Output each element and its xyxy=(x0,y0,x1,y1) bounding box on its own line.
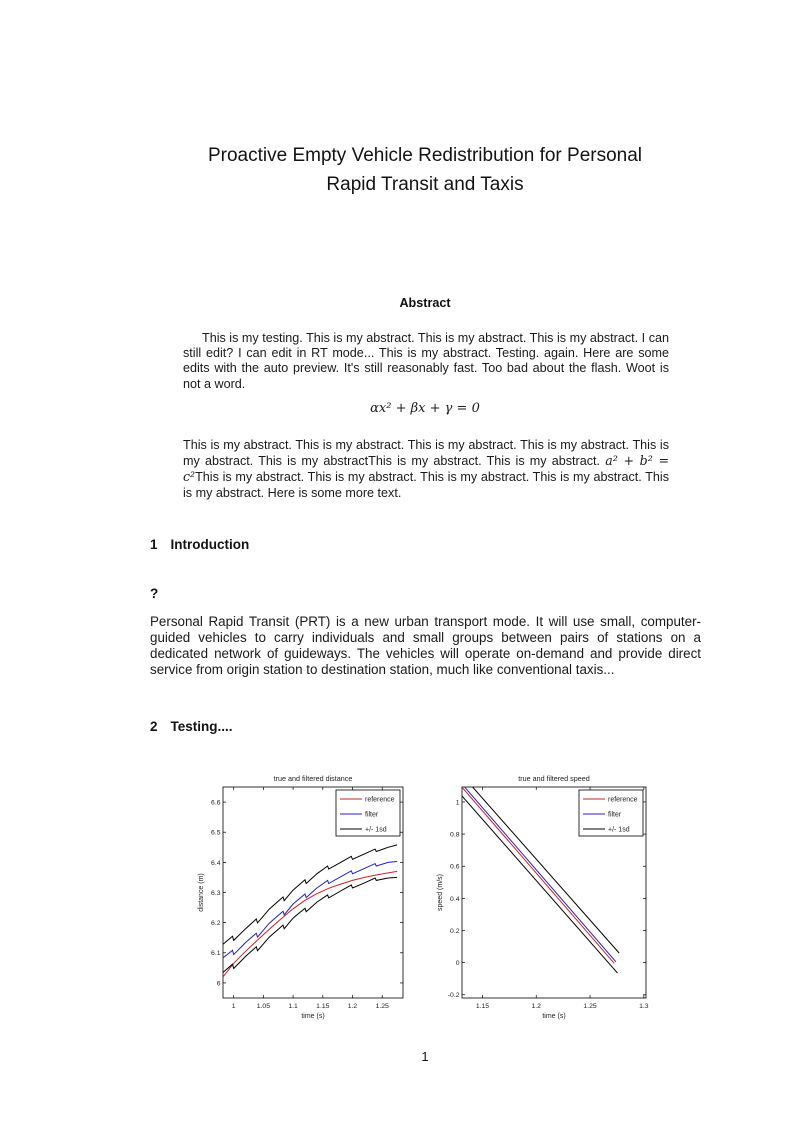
svg-text:1.15: 1.15 xyxy=(475,1003,490,1010)
svg-text:0.6: 0.6 xyxy=(450,863,460,871)
section-1-heading xyxy=(150,537,249,552)
paper-title-line-2: Rapid Transit and Taxis xyxy=(326,174,524,195)
svg-text:1: 1 xyxy=(455,799,460,807)
svg-text:time (s): time (s) xyxy=(542,1013,566,1020)
svg-text:0.4: 0.4 xyxy=(450,895,460,903)
section-1-number: 1 xyxy=(150,537,158,552)
svg-text:1.2: 1.2 xyxy=(347,1003,358,1010)
svg-text:1.15: 1.15 xyxy=(316,1003,330,1010)
svg-text:-0.2: -0.2 xyxy=(447,992,460,1000)
abstract-paragraph-2-text-before: This is my abstract. This is my abstract. This is my abstract. This is my abstract. This is my abstract. This is my abstractThis is my abstract. This is my abstract. xyxy=(183,438,669,469)
abstract-paragraph-2-text-after: This is my abstract. This is my abstract. This is my abstract. This is my abstract. This is my abstract. Here is some more text. xyxy=(183,470,669,500)
svg-text:6: 6 xyxy=(216,980,221,988)
svg-text:0: 0 xyxy=(455,960,460,968)
svg-text:true and filtered speed: true and filtered speed xyxy=(518,774,590,783)
svg-text:6.4: 6.4 xyxy=(211,859,221,867)
svg-text:time (s): time (s) xyxy=(301,1013,325,1020)
section-2-heading xyxy=(150,719,233,734)
svg-text:1: 1 xyxy=(231,1003,236,1010)
svg-text:filter: filter xyxy=(365,811,379,819)
svg-text:reference: reference xyxy=(365,796,395,804)
abstract-paragraph-2 xyxy=(183,438,669,501)
speed-chart xyxy=(435,771,651,1023)
distance-chart xyxy=(196,771,408,1023)
section-2-number: 2 xyxy=(150,719,158,734)
svg-text:speed (m/s): speed (m/s) xyxy=(437,874,444,911)
svg-text:true and filtered distance: true and filtered distance xyxy=(273,774,353,783)
svg-text:1.3: 1.3 xyxy=(639,1003,649,1010)
section-2-title: Testing.... xyxy=(170,719,233,734)
svg-text:6.5: 6.5 xyxy=(211,829,221,837)
svg-text:+/- 1sd: +/- 1sd xyxy=(365,826,387,834)
subsection-question-heading: ? xyxy=(150,586,159,601)
svg-text:6.1: 6.1 xyxy=(211,950,221,958)
svg-text:1.1: 1.1 xyxy=(288,1003,298,1010)
svg-text:0.8: 0.8 xyxy=(450,831,460,839)
svg-text:reference: reference xyxy=(608,796,638,804)
svg-text:6.6: 6.6 xyxy=(211,799,221,807)
svg-text:distance (m): distance (m) xyxy=(198,873,205,912)
svg-text:1.25: 1.25 xyxy=(583,1003,597,1010)
section-1-title: Introduction xyxy=(170,537,250,552)
display-equation: αx² + βx + γ = 0 xyxy=(370,401,480,416)
abstract-paragraph-1: This is my testing. This is my abstract. This is my abstract. This is my abstract. I can still edit? I can edit in RT mode... This is my abstract. Testing. again. Here are some edits with the auto preview. It's still reasonably fast. Too bad about the flash. Woot is not a word. xyxy=(183,331,669,391)
paper-title xyxy=(150,141,700,199)
figures-row xyxy=(196,771,651,1023)
svg-text:1.05: 1.05 xyxy=(256,1003,271,1010)
svg-text:filter: filter xyxy=(608,811,622,819)
svg-text:1.25: 1.25 xyxy=(375,1003,389,1010)
inline-math-equation: a² + b² = c² xyxy=(183,453,670,485)
abstract-heading: Abstract xyxy=(399,296,451,310)
svg-text:+/- 1sd: +/- 1sd xyxy=(608,826,630,834)
paper-title-line-1: Proactive Empty Vehicle Redistribution for Personal xyxy=(207,145,643,166)
introduction-paragraph: Personal Rapid Transit (PRT) is a new urban transport mode. It will use small, computer-guided vehicles to carry individuals and small groups between pairs of stations on a dedicated network of guideways. The vehicles will operate on-demand and provide direct service from origin station to destination station, much like conventional taxis... xyxy=(150,614,701,678)
page-number: 1 xyxy=(421,1049,429,1064)
svg-text:1.2: 1.2 xyxy=(531,1003,541,1010)
svg-text:0.2: 0.2 xyxy=(450,927,460,935)
svg-text:6.3: 6.3 xyxy=(211,889,221,897)
svg-text:6.2: 6.2 xyxy=(211,920,221,928)
